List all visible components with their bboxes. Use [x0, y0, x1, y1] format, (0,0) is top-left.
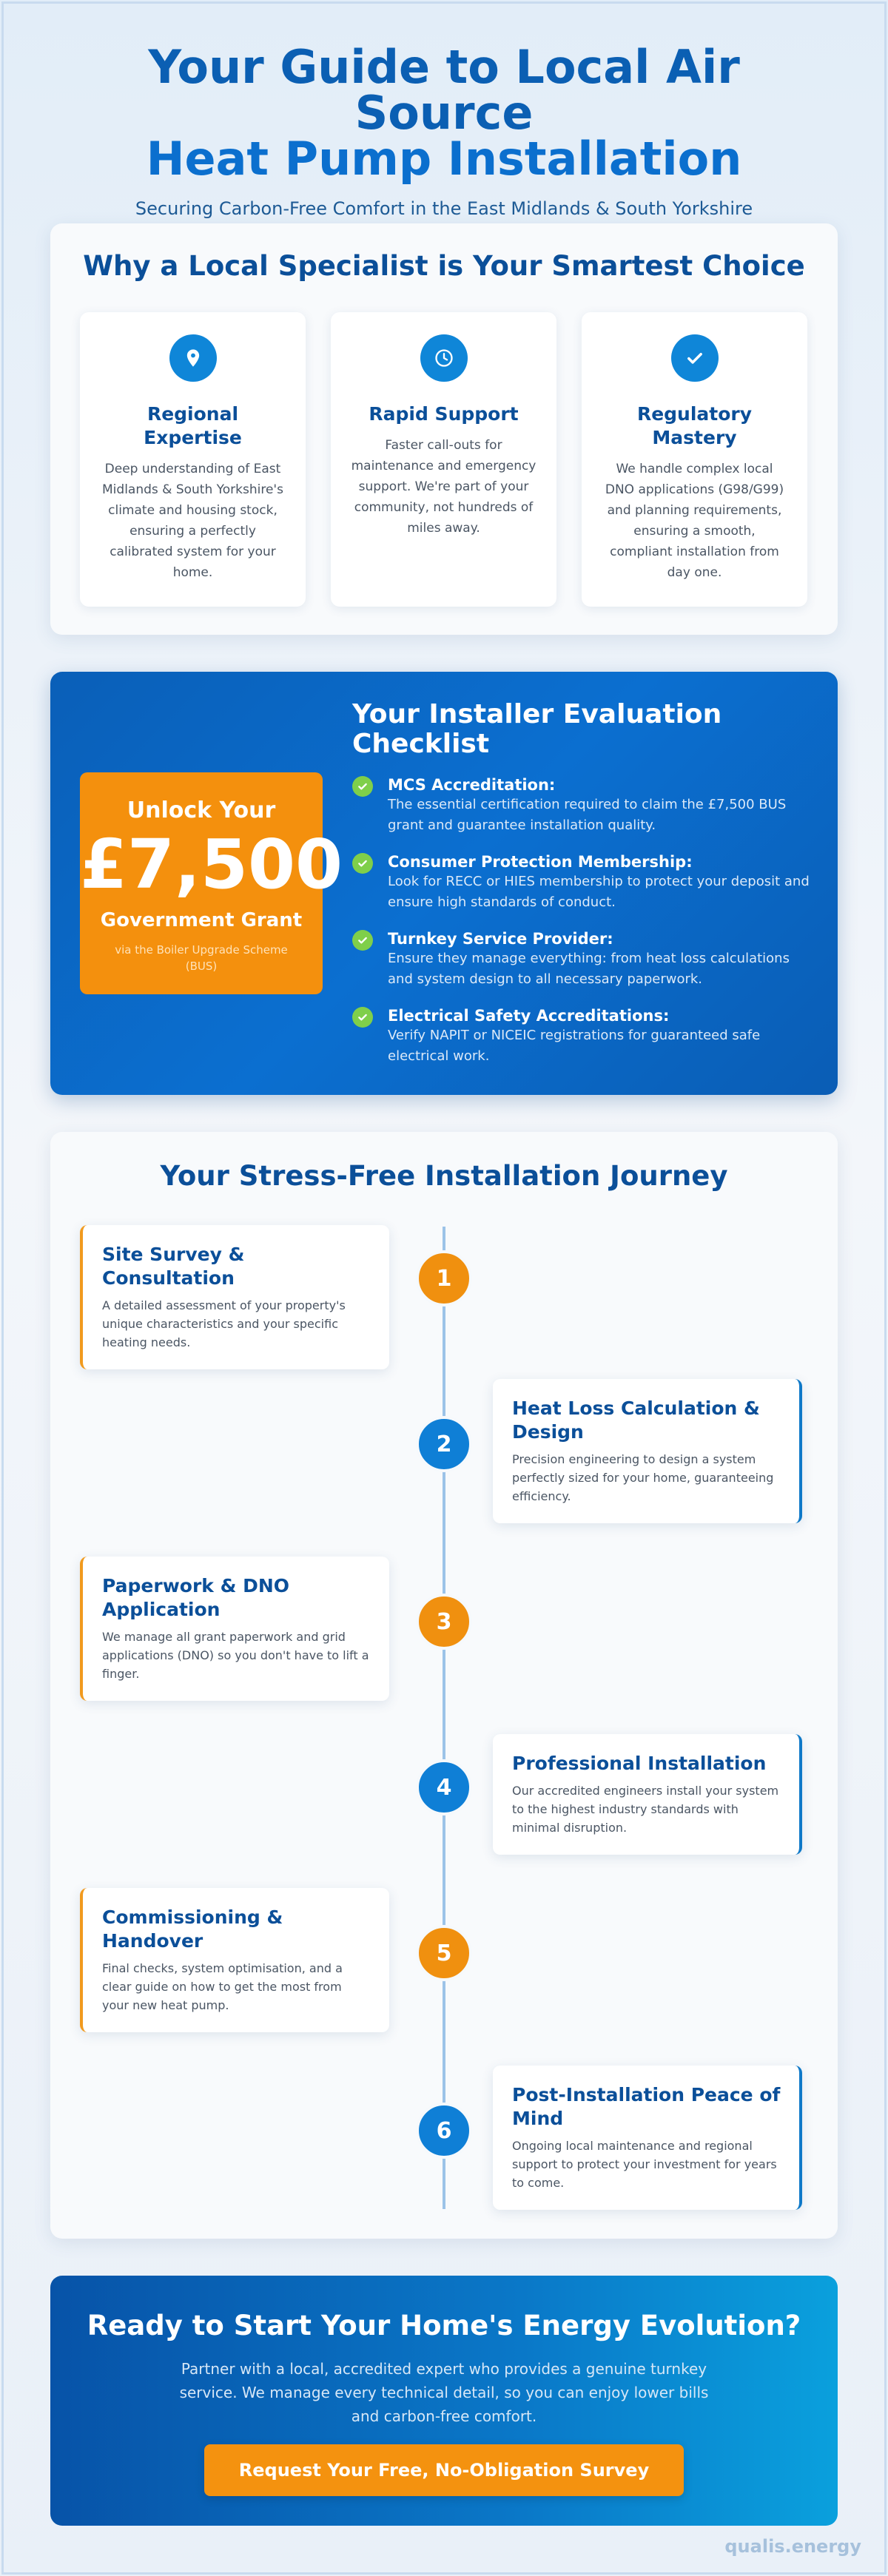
- checklist-item-text: The essential certification required to claim the £7,500 BUS grant and guarantee installation quality.: [388, 797, 787, 833]
- check-circle-icon: [352, 1007, 373, 1028]
- why-section-title: Why a Local Specialist is Your Smartest Choice: [83, 250, 805, 282]
- brand-logo-text: qualis.energy: [724, 2536, 861, 2557]
- step-number-4: 4: [416, 1759, 472, 1815]
- step-title: Professional Installation: [512, 1753, 767, 1774]
- feature-text: Deep understanding of East Midlands & South Yorkshire's climate and housing stock, ensuring a perfectly calibrated system for your home.: [102, 462, 283, 580]
- journey-step-card-2: [493, 1379, 802, 1523]
- step-number-3: 3: [416, 1594, 472, 1650]
- installer-checklist-section: [50, 672, 838, 1095]
- checklist-item: [352, 852, 811, 913]
- title-line-1: Your Guide to Local Air Source: [148, 40, 740, 140]
- feature-card-rapid-support: [331, 312, 556, 607]
- installation-journey-section: [50, 1132, 838, 2239]
- journey-section-title: Your Stress-Free Installation Journey: [160, 1160, 728, 1192]
- journey-step-card-3: [80, 1557, 389, 1701]
- page-subtitle: Securing Carbon-Free Comfort in the East Midlands & South Yorkshire: [135, 198, 753, 219]
- step-text: A detailed assessment of your property's unique characteristics and your specific heating needs.: [102, 1298, 346, 1349]
- step-number-1: 1: [416, 1250, 472, 1306]
- check-circle-icon: [352, 930, 373, 951]
- journey-step-card-1: [80, 1225, 389, 1369]
- step-text: Our accredited engineers install your system to the highest industry standards with minimal disruption.: [512, 1784, 779, 1835]
- checklist-item-text: Verify NAPIT or NICEIC registrations for guaranteed safe electrical work.: [388, 1028, 761, 1064]
- cta-title: Ready to Start Your Home's Energy Evolution?: [87, 2310, 801, 2341]
- clock-icon: [420, 334, 468, 382]
- step-text: Final checks, system optimisation, and a clear guide on how to get the most from your new heat pump.: [102, 1961, 343, 2012]
- checklist-item-title: Turnkey Service Provider:: [388, 930, 613, 948]
- why-local-section: [50, 223, 838, 635]
- feature-title: Regional Expertise: [144, 403, 242, 448]
- request-survey-button[interactable]: Request Your Free, No-Obligation Survey: [204, 2444, 684, 2496]
- checklist-item-title: Electrical Safety Accreditations:: [388, 1007, 670, 1025]
- journey-step-card-4: [493, 1734, 802, 1855]
- page-header: [0, 40, 888, 219]
- call-to-action-section: [50, 2276, 838, 2526]
- checklist-item: [352, 775, 811, 836]
- grant-scheme-note: via the Boiler Upgrade Scheme (BUS): [115, 943, 288, 973]
- step-text: Ongoing local maintenance and regional support to protect your investment for years to come.: [512, 2139, 777, 2190]
- step-title: Heat Loss Calculation & Design: [512, 1397, 760, 1443]
- check-circle-icon: [352, 853, 373, 874]
- step-number-5: 5: [416, 1925, 472, 1981]
- step-text: We manage all grant paperwork and grid applications (DNO) so you don't have to lift a finger.: [102, 1630, 369, 1681]
- step-number-2: 2: [416, 1416, 472, 1472]
- cta-text: Partner with a local, accredited expert who provides a genuine turnkey service. We manage every technical detail, so you can enjoy lower bills and carbon-free comfort.: [179, 2360, 709, 2425]
- location-pin-icon: [169, 334, 217, 382]
- grant-label: Government Grant: [100, 909, 303, 931]
- feature-text: We handle complex local DNO applications (G98/G99) and planning requirements, ensuring a smooth, compliant installation from day one.: [605, 462, 784, 580]
- checklist-items: [352, 775, 811, 1083]
- checkmark-icon: [671, 334, 719, 382]
- step-title: Post-Installation Peace of Mind: [512, 2084, 781, 2129]
- step-title: Site Survey & Consultation: [102, 1244, 245, 1289]
- title-line-2: Heat Pump Installation: [146, 132, 742, 186]
- grant-unlock-text: Unlock Your: [127, 798, 276, 823]
- grant-amount: £7,500: [80, 825, 343, 904]
- checklist-item: [352, 1006, 811, 1067]
- feature-card-regulatory-mastery: [582, 312, 807, 607]
- checklist-item-title: Consumer Protection Membership:: [388, 853, 693, 871]
- page-title: [52, 40, 836, 186]
- checklist-item-text: Ensure they manage everything: from heat loss calculations and system design to all necessary paperwork.: [388, 951, 790, 987]
- feature-title: Rapid Support: [369, 403, 519, 425]
- feature-card-regional-expertise: [80, 312, 306, 607]
- feature-title: Regulatory Mastery: [636, 403, 753, 448]
- journey-step-card-5: [80, 1888, 389, 2032]
- check-circle-icon: [352, 776, 373, 797]
- checklist-title: Your Installer Evaluation Checklist: [352, 699, 722, 759]
- step-title: Commissioning & Handover: [102, 1906, 283, 1952]
- checklist-item-title: MCS Accreditation:: [388, 776, 556, 794]
- timeline-line: [443, 1227, 445, 2209]
- journey-step-card-6: [493, 2066, 802, 2210]
- step-title: Paperwork & DNO Application: [102, 1575, 290, 1620]
- feature-text: Faster call-outs for maintenance and emergency support. We're part of your community, not hundreds of miles away.: [351, 438, 536, 536]
- checklist-item-text: Look for RECC or HIES membership to protect your deposit and ensure high standards of conduct.: [388, 874, 810, 910]
- step-number-6: 6: [416, 2103, 472, 2159]
- step-text: Precision engineering to design a system perfectly sized for your home, guaranteeing efficiency.: [512, 1452, 774, 1503]
- checklist-item: [352, 929, 811, 990]
- grant-callout: [80, 772, 343, 994]
